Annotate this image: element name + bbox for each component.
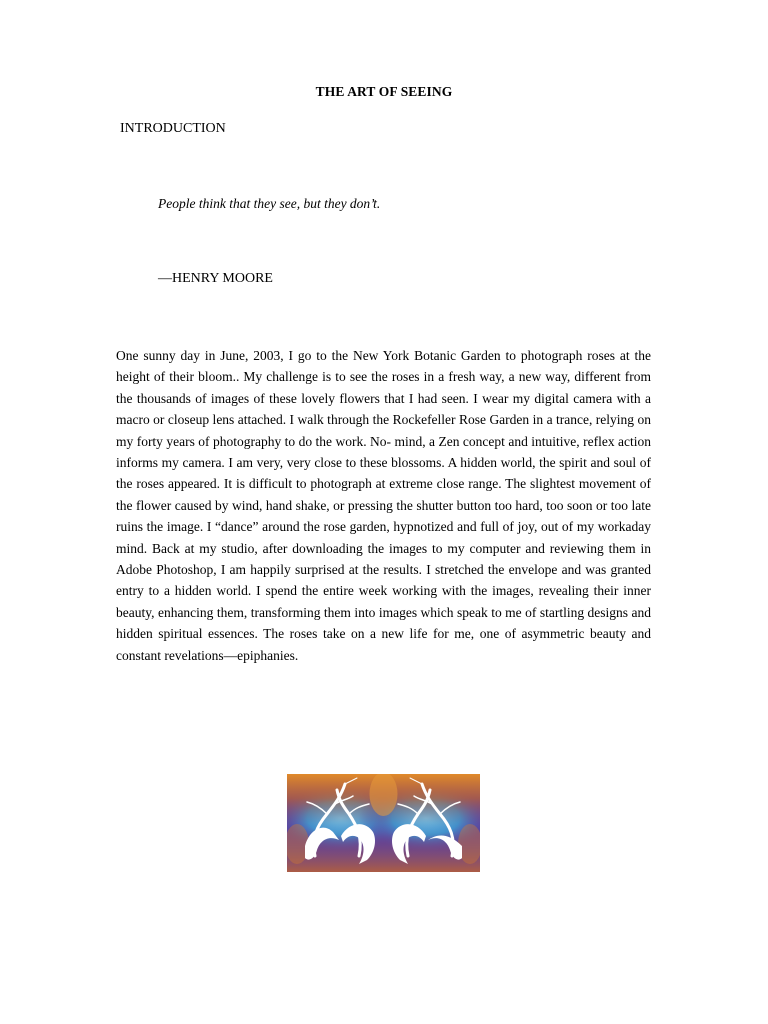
abstract-rose-image [287,774,480,872]
body-paragraph: One sunny day in June, 2003, I go to the New York Botanic Garden to photograph roses at the height of their bloom.. My challenge is to see the roses in a fresh way, a new way, different from the thousands of images of these lovely flowers that I had seen. I wear my digital camera with a macro or closeup lens attached. I walk through the Rockefeller Rose Garden in a trance, relying on my forty years of photography to do the work. No- mind, a Zen concept and intuitive, reflex action informs my camera. I am very, very close to these blossoms. A hidden world, the spirit and soul of the roses appeared. It is difficult to photograph at extreme close range. The slightest movement of the flower caused by wind, hand shake, or pressing the shutter button too hard, too soon or too late ruins the image. I “dance” around the rose garden, hypnotized and full of joy, out of my workaday mind. Back at my studio, after downloading the images to my computer and reviewing them in Adobe Photoshop, I am happily surprised at the results. I stretched the envelope and was granted entry to a hidden world. I spend the entire week working with the images, revealing their inner beauty, enhancing them, transforming them into images which speak to me of startling designs and hidden spiritual essences. The roses take on a new life for me, one of asymmetric beauty and constant revelations—epiphanies. [116,348,651,663]
epigraph-quote: People think that they see, but they don’t. [158,196,381,211]
document-title: THE ART OF SEEING [315,84,453,99]
section-heading: INTRODUCTION [120,121,226,136]
epigraph-attribution: —HENRY MOORE [158,271,273,286]
